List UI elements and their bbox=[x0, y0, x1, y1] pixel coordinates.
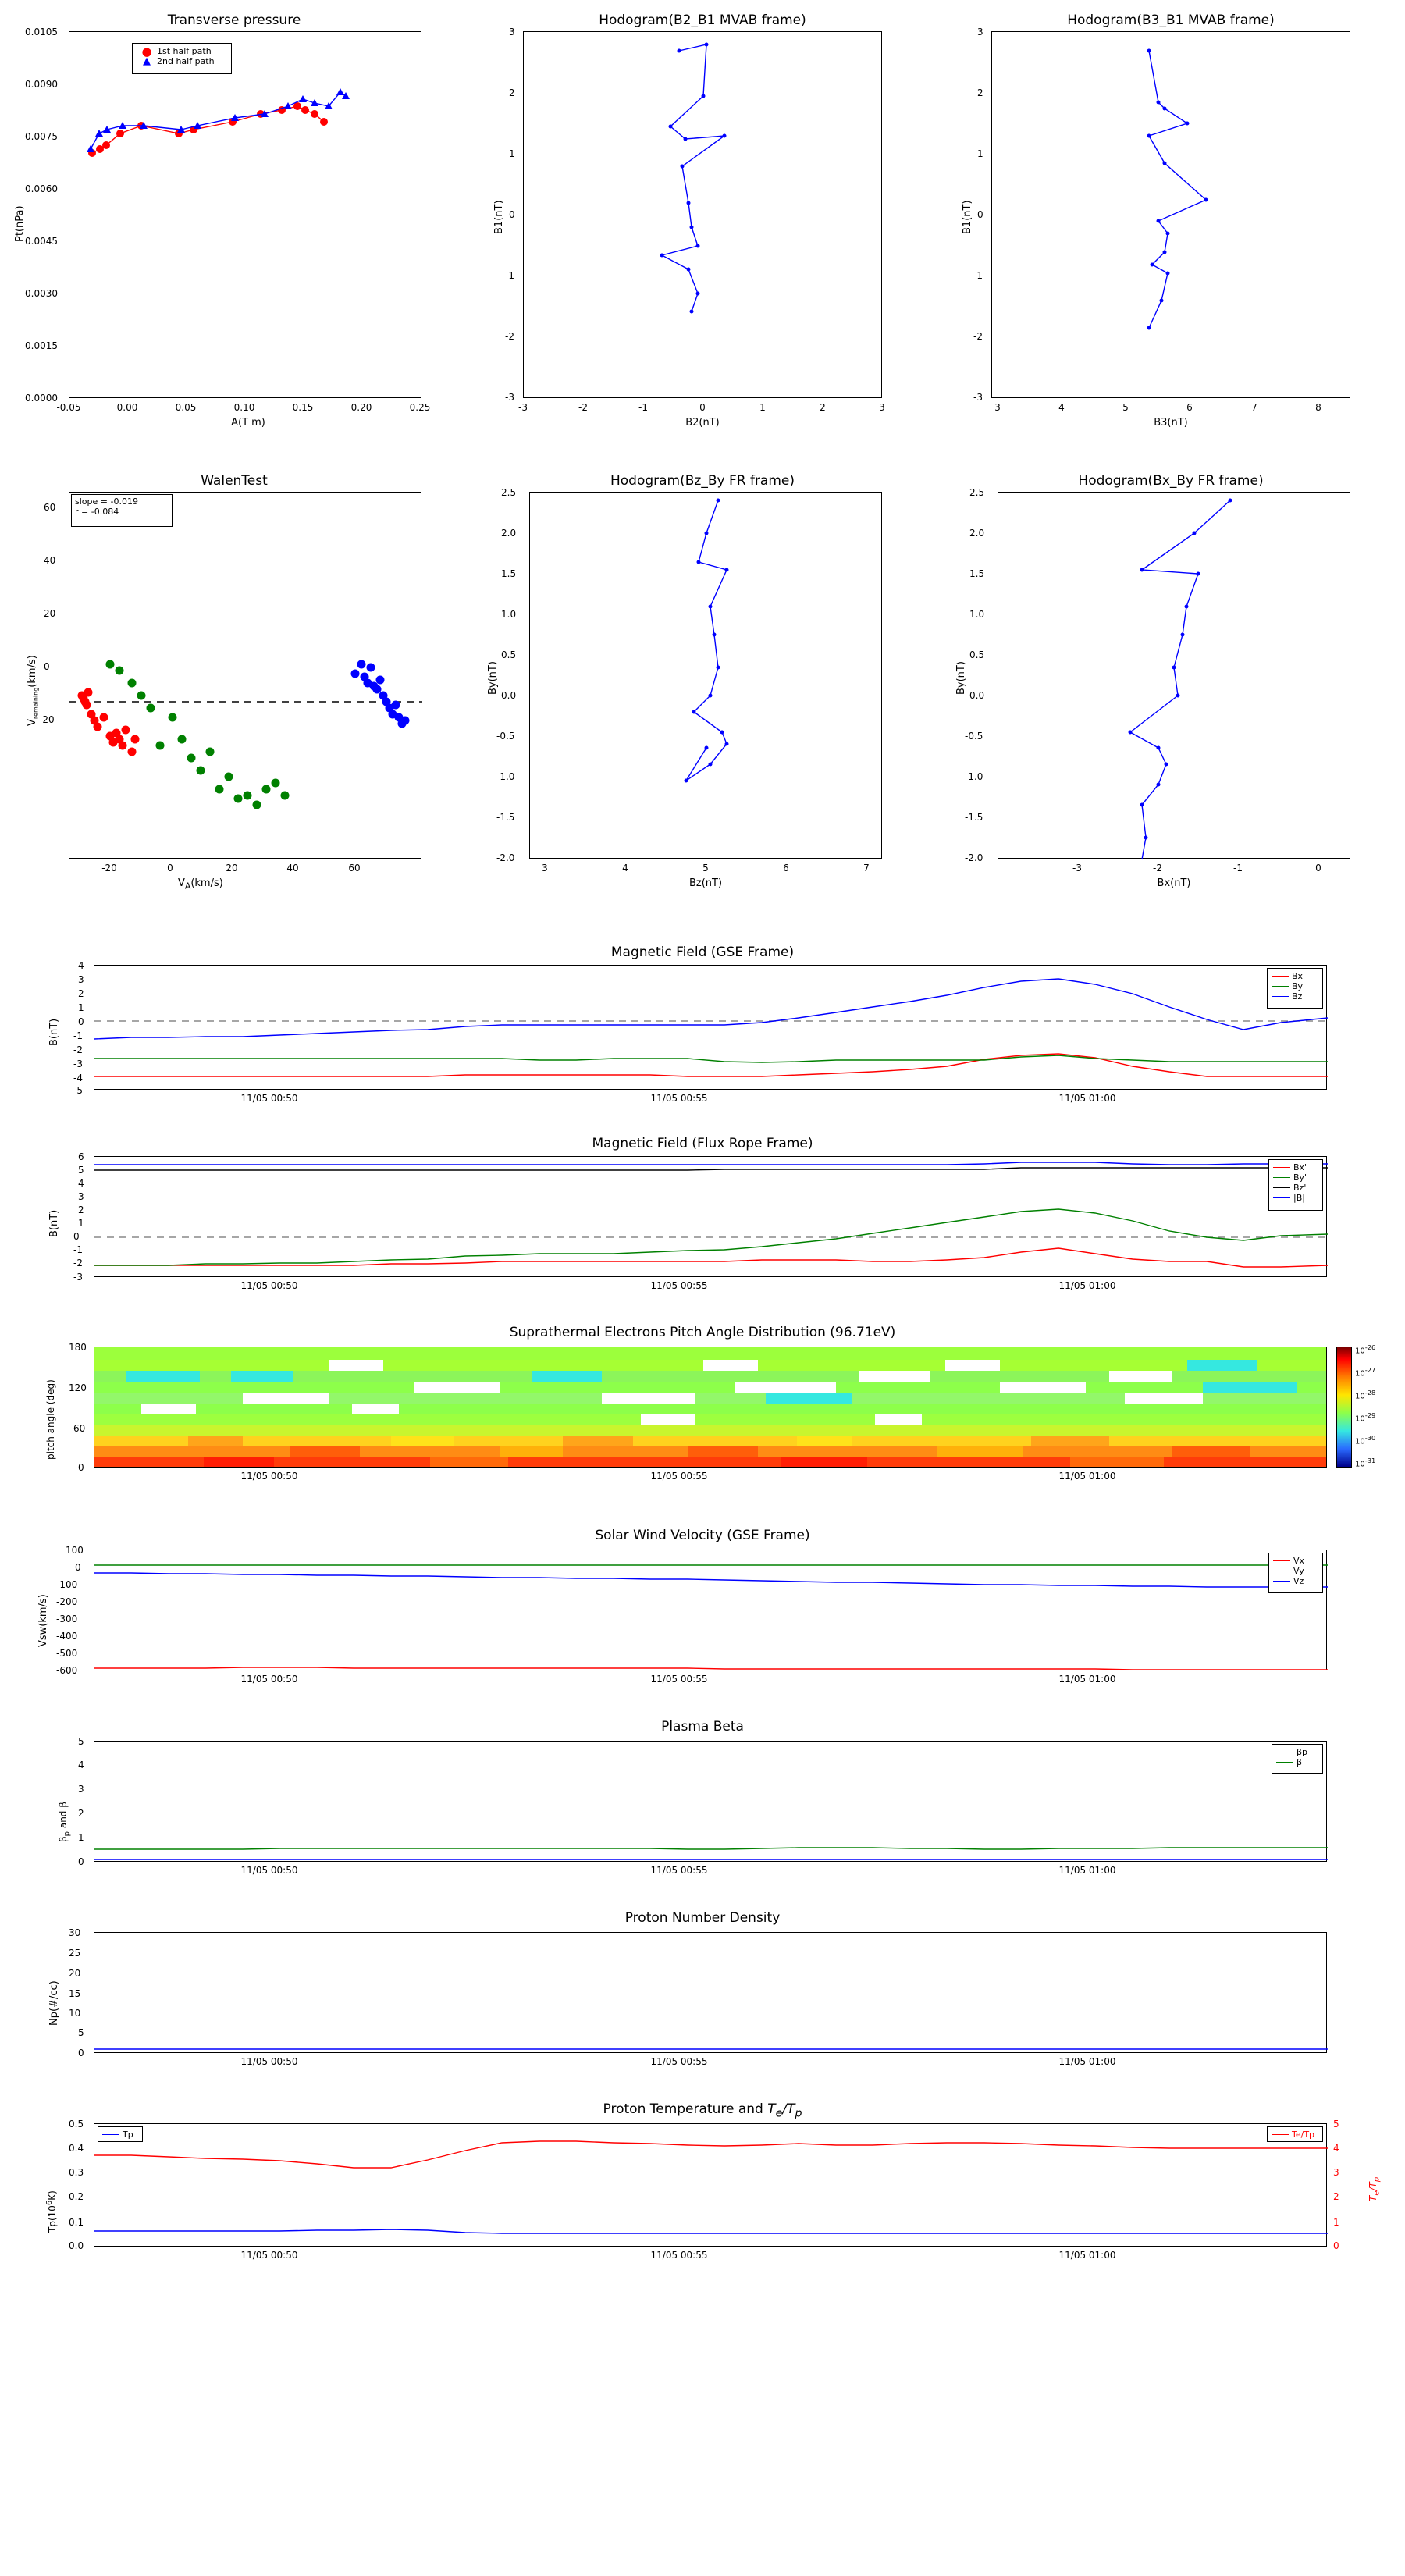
y-tick: 1 bbox=[78, 1218, 84, 1229]
y-tick: 2.0 bbox=[969, 528, 985, 539]
chart-title: Transverse pressure bbox=[167, 12, 301, 28]
y-tick: 25 bbox=[69, 1948, 81, 1959]
x-tick: 11/05 01:00 bbox=[1058, 1471, 1116, 1482]
y-tick: -1 bbox=[73, 1030, 83, 1041]
plot-area bbox=[69, 31, 422, 398]
y-tick: 1.5 bbox=[969, 568, 985, 579]
panel-mag-field-gse bbox=[0, 937, 1405, 1128]
x-tick: 6 bbox=[783, 863, 789, 873]
y-tick: 0.0 bbox=[69, 2240, 84, 2251]
panel-plasma-beta bbox=[0, 1710, 1405, 1901]
y-tick: 10 bbox=[69, 2008, 81, 2019]
y-tick: 2 bbox=[977, 87, 984, 98]
x-tick: 11/05 00:50 bbox=[240, 1280, 298, 1291]
colorbar-tick: $10^{-31}$ bbox=[1355, 1457, 1376, 1469]
x-tick: 11/05 00:55 bbox=[650, 2250, 708, 2261]
colorbar-tick: $10^{-28}$ bbox=[1355, 1389, 1376, 1401]
y-tick: 5 bbox=[78, 1165, 84, 1176]
y-tick: 2.5 bbox=[969, 487, 985, 498]
y-tick: 2.0 bbox=[501, 528, 517, 539]
legend-item: Bz bbox=[1272, 991, 1318, 1002]
chart-title: Magnetic Field (Flux Rope Frame) bbox=[592, 1136, 813, 1151]
y-axis-label: Pt(nPa) bbox=[14, 205, 26, 242]
legend-item: Te/Tp bbox=[1272, 2129, 1318, 2140]
legend-item: ▲ 2nd half path bbox=[143, 55, 215, 67]
y-tick: 4 bbox=[78, 1178, 84, 1189]
x-tick: 0.25 bbox=[409, 402, 431, 413]
x-tick: 11/05 00:55 bbox=[650, 1280, 708, 1291]
x-axis-label: B3(nT) bbox=[1154, 417, 1188, 429]
x-tick: -1 bbox=[1233, 863, 1243, 873]
x-tick: 0.10 bbox=[233, 402, 255, 413]
y-tick: -3 bbox=[973, 392, 983, 403]
x-tick: -20 bbox=[101, 863, 117, 873]
y-tick: 0.0 bbox=[501, 690, 517, 701]
y-axis-label: By(nT) bbox=[955, 661, 967, 695]
panel-transverse-pressure bbox=[0, 0, 468, 437]
y-tick: 3 bbox=[78, 1784, 84, 1795]
x-tick: -3 bbox=[518, 402, 528, 413]
x-tick: -1 bbox=[638, 402, 648, 413]
mag-gse-svg bbox=[94, 966, 1328, 1091]
y-tick: -2.0 bbox=[965, 852, 984, 863]
panel-hodogram-bxby bbox=[937, 461, 1405, 898]
y-tick: -4 bbox=[73, 1073, 83, 1083]
x-axis-label: Bx(nT) bbox=[1157, 877, 1191, 889]
y-axis-label: $V_{remaining}(km/s)$ bbox=[27, 655, 40, 726]
x-tick: 2 bbox=[820, 402, 826, 413]
plot-area bbox=[991, 31, 1350, 398]
y-tick: 0.0075 bbox=[25, 131, 58, 142]
x-tick: 11/05 00:50 bbox=[240, 1674, 298, 1685]
x-tick: 0.00 bbox=[116, 402, 138, 413]
y-tick: -1.0 bbox=[965, 771, 984, 782]
plot-area bbox=[94, 1156, 1327, 1277]
legend-right bbox=[1267, 2126, 1323, 2142]
panel-solar-wind-velocity bbox=[0, 1518, 1405, 1710]
y-tick: 0 bbox=[78, 1016, 84, 1027]
y-tick: 0.2 bbox=[69, 2191, 84, 2202]
x-tick: 4 bbox=[622, 863, 628, 873]
y-tick: 0.0030 bbox=[25, 288, 58, 299]
y-tick: -2 bbox=[505, 331, 514, 342]
plot-area bbox=[94, 965, 1327, 1090]
walen-annotation bbox=[71, 494, 173, 527]
y-tick: -2 bbox=[73, 1258, 83, 1268]
slope-text: slope = -0.019 bbox=[75, 496, 138, 507]
y-tick: 0 bbox=[75, 1562, 81, 1573]
chart-title: Proton Number Density bbox=[624, 1910, 781, 1926]
legend-item: By bbox=[1272, 981, 1318, 991]
colorbar-tick: $10^{-29}$ bbox=[1355, 1411, 1376, 1424]
colorbar-tick: $10^{-26}$ bbox=[1355, 1343, 1376, 1356]
y-tick: 0.0090 bbox=[25, 79, 58, 90]
legend-left bbox=[98, 2126, 143, 2142]
legend-item: Vy bbox=[1273, 1566, 1318, 1576]
legend bbox=[132, 43, 232, 74]
y-tick: 1.0 bbox=[501, 609, 517, 620]
legend-item: By' bbox=[1273, 1172, 1318, 1183]
legend bbox=[1267, 968, 1323, 1009]
chart-title: Suprathermal Electrons Pitch Angle Distribution (96.71eV) bbox=[509, 1325, 896, 1340]
y-axis-label: Np(#/cc) bbox=[48, 1980, 60, 2026]
y-tick: -20 bbox=[39, 714, 55, 725]
y-tick: -1 bbox=[505, 270, 514, 281]
y-tick: -600 bbox=[56, 1665, 78, 1676]
plot-area bbox=[94, 1932, 1327, 2053]
x-tick: 1 bbox=[759, 402, 766, 413]
panel-proton-density bbox=[0, 1901, 1405, 2092]
plot-area bbox=[998, 492, 1350, 859]
y-tick: -2 bbox=[973, 331, 983, 342]
y-tick: 6 bbox=[78, 1151, 84, 1162]
y-axis-label: By(nT) bbox=[487, 661, 499, 695]
y-tick: 2 bbox=[509, 87, 515, 98]
panel-pitch-angle bbox=[0, 1315, 1405, 1510]
x-tick: 11/05 00:55 bbox=[650, 2056, 708, 2067]
legend-item: |B| bbox=[1273, 1193, 1318, 1203]
x-tick: 11/05 00:50 bbox=[240, 1471, 298, 1482]
x-axis-label: $V_A(km/s)$ bbox=[178, 877, 223, 891]
y-tick: -100 bbox=[56, 1579, 78, 1590]
y-tick: 3 bbox=[977, 27, 984, 37]
y-tick: -1.5 bbox=[965, 812, 984, 823]
x-tick: 11/05 00:55 bbox=[650, 1471, 708, 1482]
beta-svg bbox=[94, 1742, 1328, 1863]
y-tick: 1 bbox=[78, 1832, 84, 1843]
y-tick: 5 bbox=[78, 1736, 84, 1747]
legend-item: Vz bbox=[1273, 1576, 1318, 1586]
y-tick: -2.0 bbox=[496, 852, 515, 863]
x-tick: 11/05 01:00 bbox=[1058, 1280, 1116, 1291]
x-tick: 0 bbox=[699, 402, 706, 413]
x-tick: 11/05 00:50 bbox=[240, 1093, 298, 1104]
y-tick: 0.3 bbox=[69, 2167, 84, 2178]
y-tick: 0.5 bbox=[501, 649, 517, 660]
y-tick: 0.1 bbox=[69, 2217, 84, 2228]
x-axis-label: A(T m) bbox=[231, 417, 265, 429]
legend bbox=[1268, 1159, 1323, 1211]
x-tick: 7 bbox=[863, 863, 870, 873]
y-tick: 40 bbox=[44, 555, 56, 566]
legend-item: Tp bbox=[102, 2129, 138, 2140]
chart-title: Plasma Beta bbox=[661, 1719, 744, 1735]
x-tick: 6 bbox=[1186, 402, 1193, 413]
y-axis-label: B(nT) bbox=[48, 1209, 60, 1237]
panel-hodogram-b2b1 bbox=[468, 0, 937, 437]
hodogram-bzby-svg bbox=[530, 493, 883, 859]
plot-area bbox=[94, 1347, 1327, 1468]
walen-svg bbox=[69, 493, 422, 859]
x-tick: 4 bbox=[1058, 402, 1065, 413]
y-tick: 3 bbox=[78, 1191, 84, 1202]
y-tick: 0 bbox=[78, 1856, 84, 1867]
plot-area bbox=[529, 492, 882, 859]
y-tick: 0 bbox=[44, 661, 50, 672]
legend bbox=[1268, 1553, 1323, 1593]
legend-item: Vx bbox=[1273, 1556, 1318, 1566]
y-tick: -1.0 bbox=[496, 771, 515, 782]
x-tick: 0.20 bbox=[350, 402, 372, 413]
y-tick: -400 bbox=[56, 1631, 78, 1642]
y-tick: -3 bbox=[73, 1059, 83, 1069]
colorbar bbox=[1336, 1347, 1352, 1468]
y-tick: 0.5 bbox=[69, 2119, 84, 2129]
x-tick: 11/05 01:00 bbox=[1058, 1865, 1116, 1876]
x-tick: -3 bbox=[1072, 863, 1082, 873]
panel-hodogram-b3b1 bbox=[937, 0, 1405, 437]
y-axis-label: Vsw(km/s) bbox=[37, 1594, 49, 1647]
y-tick: 3 bbox=[509, 27, 515, 37]
y-tick: 20 bbox=[69, 1968, 81, 1979]
y-tick-right: 3 bbox=[1333, 2167, 1339, 2178]
panel-walen-test bbox=[0, 461, 468, 898]
chart-title: WalenTest bbox=[201, 473, 268, 489]
x-tick: 40 bbox=[286, 863, 299, 873]
panel-mag-field-fr bbox=[0, 1128, 1405, 1315]
chart-title: Magnetic Field (GSE Frame) bbox=[610, 945, 795, 960]
y-tick: 1.5 bbox=[501, 568, 517, 579]
vsw-svg bbox=[94, 1550, 1328, 1671]
x-tick: 0 bbox=[1315, 863, 1321, 873]
y-tick: -1 bbox=[973, 270, 983, 281]
x-tick: 11/05 00:55 bbox=[650, 1674, 708, 1685]
y-tick: -0.5 bbox=[965, 731, 984, 742]
y-tick: 2 bbox=[78, 988, 84, 999]
legend bbox=[1272, 1744, 1323, 1774]
y-tick: 180 bbox=[69, 1342, 87, 1353]
y-tick: 60 bbox=[44, 502, 56, 513]
x-tick: 5 bbox=[1122, 402, 1129, 413]
y-tick: 5 bbox=[78, 2027, 84, 2038]
plot-area bbox=[94, 1741, 1327, 1862]
y-tick: 60 bbox=[73, 1423, 86, 1434]
y-axis-label: B1(nT) bbox=[493, 200, 505, 234]
y-tick-right: 4 bbox=[1333, 2143, 1339, 2154]
y-tick: -2 bbox=[73, 1044, 83, 1055]
y-tick: 1.0 bbox=[969, 609, 985, 620]
y-tick: 1 bbox=[977, 148, 984, 159]
chart-title: Hodogram(B3_B1 MVAB frame) bbox=[1067, 12, 1275, 28]
x-tick: 8 bbox=[1315, 402, 1321, 413]
legend-item: Bz' bbox=[1273, 1183, 1318, 1193]
transverse-pressure-svg bbox=[69, 32, 422, 399]
y-tick-right: 2 bbox=[1333, 2191, 1339, 2202]
y-tick: 3 bbox=[78, 974, 84, 985]
y-tick: -5 bbox=[73, 1085, 83, 1096]
chart-title: Hodogram(B2_B1 MVAB frame) bbox=[599, 12, 806, 28]
y-tick: 20 bbox=[44, 608, 56, 619]
plot-area bbox=[523, 31, 882, 398]
y-tick: 4 bbox=[78, 1759, 84, 1770]
y-tick: 15 bbox=[69, 1988, 81, 1999]
chart-title: Hodogram(Bx_By FR frame) bbox=[1078, 473, 1264, 489]
plot-area bbox=[94, 1550, 1327, 1670]
x-tick: 11/05 01:00 bbox=[1058, 1093, 1116, 1104]
x-tick: -0.05 bbox=[56, 402, 81, 413]
y-tick: 30 bbox=[69, 1927, 81, 1938]
hodogram-bxby-svg bbox=[998, 493, 1351, 859]
x-tick: 11/05 00:55 bbox=[650, 1093, 708, 1104]
plot-area bbox=[69, 492, 422, 859]
y-tick: 4 bbox=[78, 960, 84, 971]
mag-fr-svg bbox=[94, 1157, 1328, 1278]
y-axis-label: B1(nT) bbox=[962, 200, 973, 234]
legend-item: ● 1st half path bbox=[141, 44, 212, 59]
x-axis-label: B2(nT) bbox=[685, 417, 720, 429]
y-tick: 0.4 bbox=[69, 2143, 84, 2154]
x-tick: -2 bbox=[1153, 863, 1162, 873]
y-tick: 0.0045 bbox=[25, 236, 58, 247]
y-tick: 0.5 bbox=[969, 649, 985, 660]
np-svg bbox=[94, 1933, 1328, 2054]
x-tick: 3 bbox=[879, 402, 885, 413]
y-tick: 0 bbox=[78, 1462, 84, 1473]
y-axis-label: $\beta_p$ and β bbox=[58, 1802, 72, 1842]
y-axis-label: $Tp(10^6K)$ bbox=[45, 2190, 58, 2233]
y-tick: 0 bbox=[977, 209, 984, 220]
y-tick: -300 bbox=[56, 1614, 78, 1624]
y-tick: 120 bbox=[69, 1382, 87, 1393]
x-tick: 11/05 01:00 bbox=[1058, 2250, 1116, 2261]
colorbar-tick: $10^{-30}$ bbox=[1355, 1434, 1376, 1446]
y-tick: -3 bbox=[73, 1272, 83, 1283]
y-tick: 2 bbox=[78, 1808, 84, 1819]
y-tick: 0.0015 bbox=[25, 340, 58, 351]
chart-title: Hodogram(Bz_By FR frame) bbox=[610, 473, 795, 489]
panel-hodogram-bzby bbox=[468, 461, 937, 898]
legend-item: β bbox=[1276, 1757, 1318, 1767]
chart-title: Solar Wind Velocity (GSE Frame) bbox=[595, 1528, 810, 1543]
y-tick-right: 5 bbox=[1333, 2119, 1339, 2129]
x-tick: 11/05 00:55 bbox=[650, 1865, 708, 1876]
y-tick: -0.5 bbox=[496, 731, 515, 742]
plot-area bbox=[94, 2123, 1327, 2247]
y-tick: 0 bbox=[78, 2048, 84, 2058]
x-tick: 11/05 00:50 bbox=[240, 2056, 298, 2067]
legend-item: Bx bbox=[1272, 971, 1318, 981]
x-tick: 60 bbox=[348, 863, 361, 873]
y-tick: 2.5 bbox=[501, 487, 517, 498]
y-tick: 0.0 bbox=[969, 690, 985, 701]
colorbar-tick: $10^{-27}$ bbox=[1355, 1366, 1376, 1379]
y-tick-right: 0 bbox=[1333, 2240, 1339, 2251]
y-tick: 100 bbox=[66, 1545, 84, 1556]
x-tick: 0.05 bbox=[175, 402, 197, 413]
y-tick: 1 bbox=[78, 1002, 84, 1013]
pitch-angle-heatmap bbox=[94, 1347, 1327, 1468]
hodogram-b2b1-svg bbox=[524, 32, 883, 399]
y-tick: 0.0000 bbox=[25, 393, 58, 404]
r-text: r = -0.084 bbox=[75, 507, 119, 517]
y-axis-label: pitch angle (deg) bbox=[45, 1379, 56, 1460]
y-tick-right: 1 bbox=[1333, 2217, 1339, 2228]
y-tick: -500 bbox=[56, 1648, 78, 1659]
panel-proton-temperature bbox=[0, 2092, 1405, 2295]
y-tick: 2 bbox=[78, 1204, 84, 1215]
x-tick: 0 bbox=[167, 863, 173, 873]
y-tick: 0 bbox=[73, 1231, 80, 1242]
y-tick: 0 bbox=[509, 209, 515, 220]
x-tick: 11/05 00:50 bbox=[240, 2250, 298, 2261]
y-tick: 1 bbox=[509, 148, 515, 159]
y-tick: -200 bbox=[56, 1596, 78, 1607]
x-tick: 20 bbox=[226, 863, 238, 873]
x-tick: 3 bbox=[994, 402, 1001, 413]
y-axis-label: B(nT) bbox=[48, 1018, 60, 1046]
x-axis-label: Bz(nT) bbox=[688, 877, 723, 889]
hodogram-b3b1-svg bbox=[992, 32, 1351, 399]
x-tick: 7 bbox=[1251, 402, 1257, 413]
temp-svg bbox=[94, 2124, 1328, 2247]
y-tick: 0.0105 bbox=[25, 27, 58, 37]
y-tick: 0.0060 bbox=[25, 183, 58, 194]
x-tick: -2 bbox=[578, 402, 588, 413]
y-tick: -3 bbox=[505, 392, 514, 403]
x-tick: 0.15 bbox=[292, 402, 314, 413]
x-tick: 5 bbox=[702, 863, 709, 873]
legend-item: βp bbox=[1276, 1747, 1318, 1757]
chart-title: Proton Temperature and $T_e/T_p$ bbox=[603, 2101, 802, 2120]
x-tick: 11/05 00:50 bbox=[240, 1865, 298, 1876]
y-axis-label-right: $T_e/T_p$ bbox=[1368, 2176, 1382, 2201]
x-tick: 11/05 01:00 bbox=[1058, 1674, 1116, 1685]
y-tick: -1.5 bbox=[496, 812, 515, 823]
legend-item: Bx' bbox=[1273, 1162, 1318, 1172]
y-tick: -1 bbox=[73, 1244, 83, 1255]
x-tick: 11/05 01:00 bbox=[1058, 2056, 1116, 2067]
x-tick: 3 bbox=[542, 863, 548, 873]
